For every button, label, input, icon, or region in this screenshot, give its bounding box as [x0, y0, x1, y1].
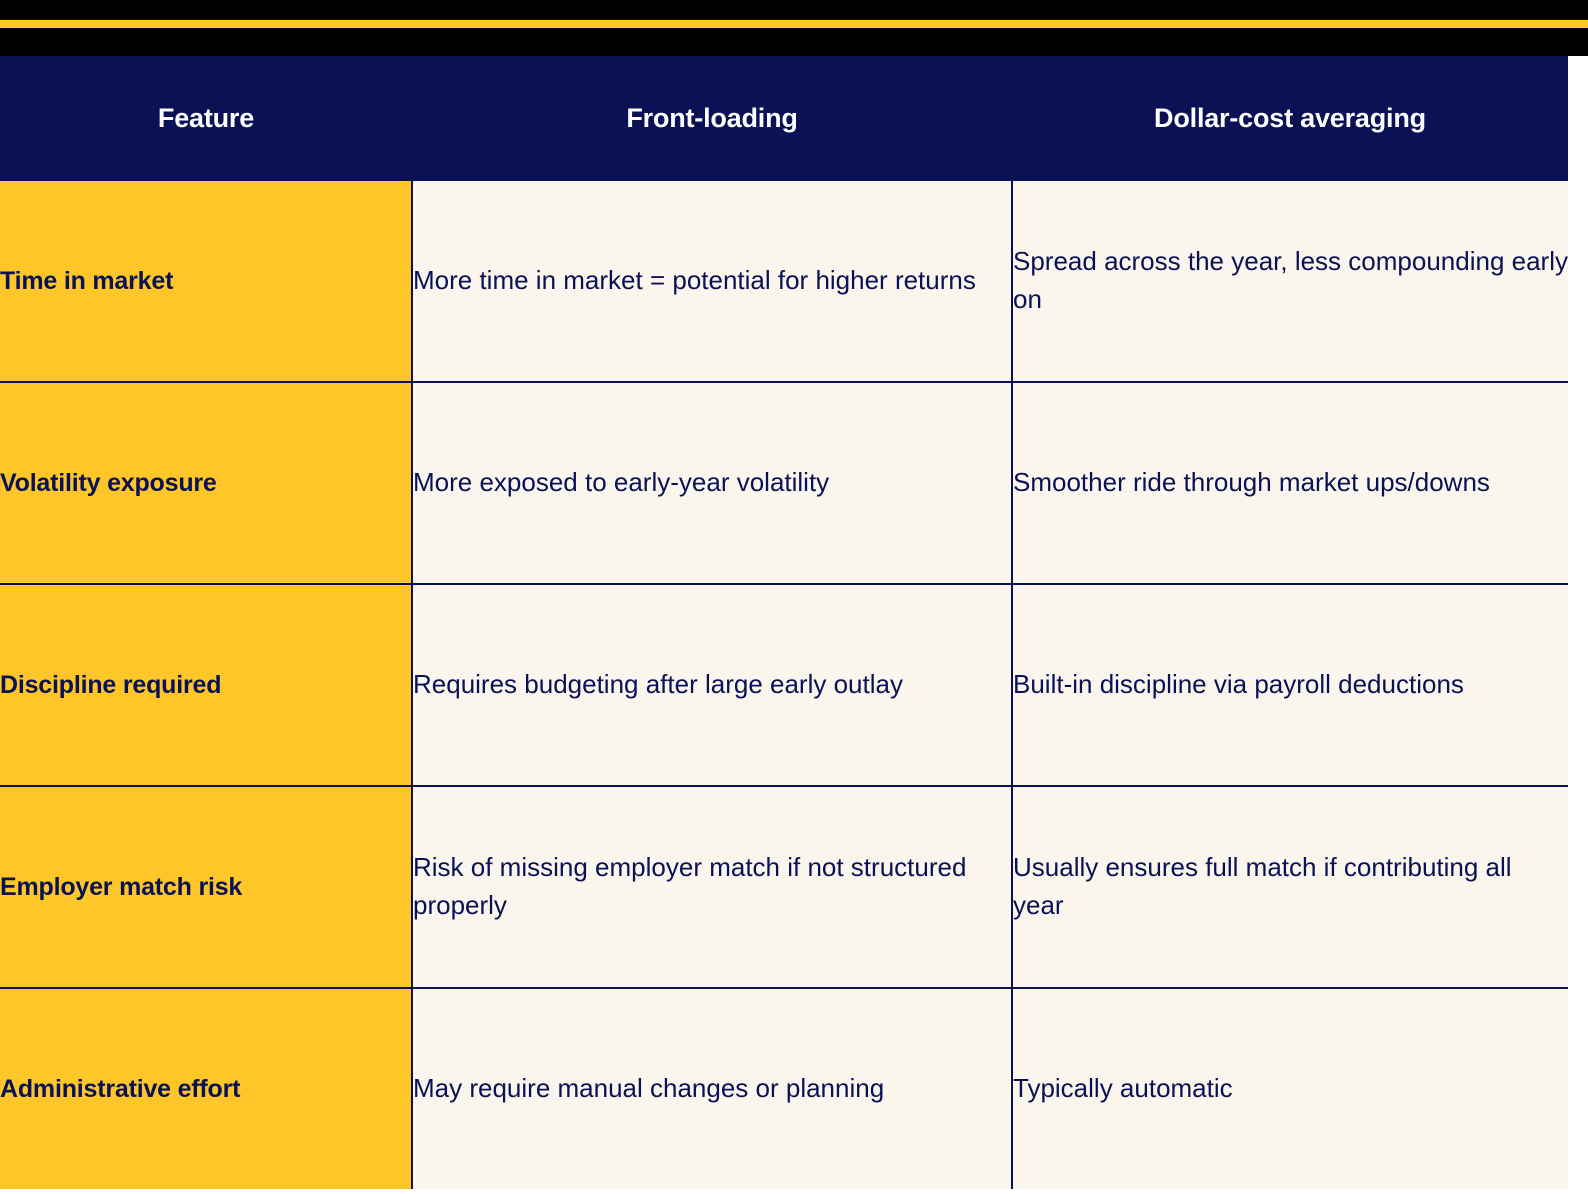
- cell-text: More exposed to early-year volatility: [413, 467, 830, 498]
- cell-text: May require manual changes or planning: [413, 1073, 885, 1104]
- row-dca-cell: [1012, 181, 1568, 382]
- row-dca-cell: [1012, 584, 1568, 786]
- row-front-loading-cell: [412, 382, 1012, 584]
- row-front-loading-cell: [412, 786, 1012, 988]
- row-dca-cell: [1012, 786, 1568, 988]
- row-front-loading-cell: [412, 181, 1012, 382]
- column-header-front-loading: Front-loading: [412, 56, 1012, 181]
- table-row: [0, 988, 1568, 1189]
- row-feature-label: Time in market: [0, 181, 412, 382]
- row-front-loading-cell: [412, 584, 1012, 786]
- table-head: [0, 56, 1568, 181]
- row-front-loading-cell: [412, 988, 1012, 1189]
- cell-text: Requires budgeting after large early outlay: [413, 669, 903, 700]
- second-black-bar: [0, 28, 1588, 56]
- header-row: [0, 56, 1568, 181]
- row-feature-label: Volatility exposure: [0, 382, 412, 584]
- row-feature-label: Employer match risk: [0, 786, 412, 988]
- column-header-feature: Feature: [0, 56, 412, 181]
- row-feature-label: Discipline required: [0, 584, 412, 786]
- table-body: [0, 181, 1568, 1189]
- top-yellow-accent-bar: [0, 20, 1588, 28]
- cell-text: Typically automatic: [1013, 1073, 1233, 1104]
- row-dca-cell: [1012, 988, 1568, 1189]
- comparison-table: [0, 56, 1568, 1189]
- cell-text: Risk of missing employer match if not structured properly: [413, 852, 967, 920]
- cell-text: More time in market = potential for higher returns: [413, 265, 976, 296]
- cell-text: Smoother ride through market ups/downs: [1013, 467, 1490, 498]
- table-row: [0, 382, 1568, 584]
- cell-text: Built-in discipline via payroll deductions: [1013, 669, 1464, 700]
- column-header-dollar-cost-averaging: Dollar-cost averaging: [1012, 56, 1568, 181]
- cell-text: Usually ensures full match if contributing all year: [1013, 852, 1512, 920]
- table-row: [0, 584, 1568, 786]
- table-row: [0, 786, 1568, 988]
- table-container: [0, 56, 1588, 1189]
- top-black-bar: [0, 0, 1588, 20]
- table-row: [0, 181, 1568, 382]
- cell-text: Spread across the year, less compounding early on: [1013, 246, 1568, 314]
- row-dca-cell: [1012, 382, 1568, 584]
- row-feature-label: Administrative effort: [0, 988, 412, 1189]
